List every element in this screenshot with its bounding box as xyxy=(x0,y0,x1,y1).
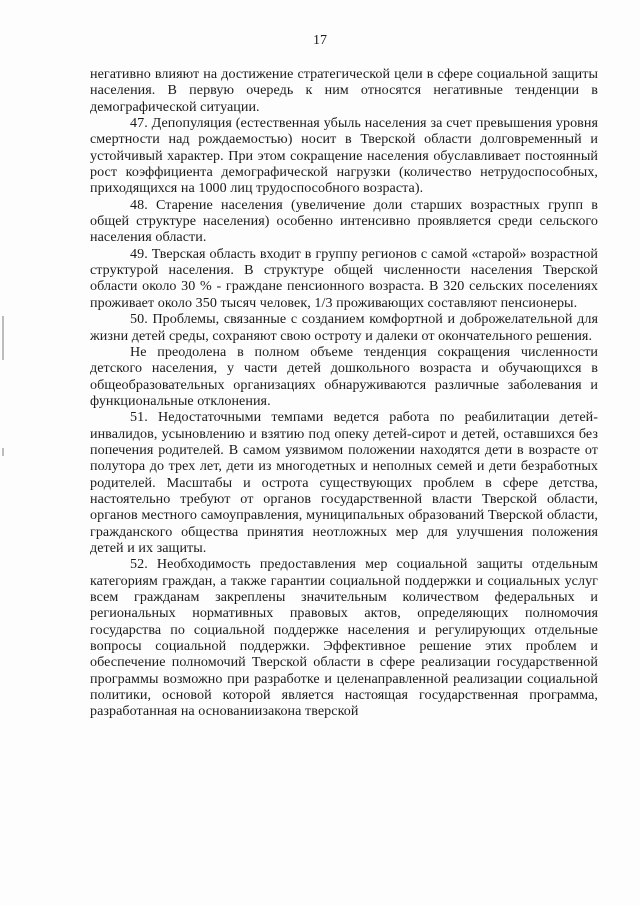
paragraph-50-continued: Не преодолена в полном объеме тенденция сокращения численности детского населения, у части детей дошкольного возраста и обучающихся в общеобразовательных организациях обнаруживаются различные заболевания и функциональные отклонения. xyxy=(90,343,598,409)
paragraph-49: 49. Тверская область входит в группу регионов с самой «старой» возрастной структурой населения. В структуре общей численности населения Тверской области около 30 % - граждане пенсионного возраста. В 320 сельских поселениях проживает около 350 тысяч человек, 1/3 проживающих составляют пенсионеры. xyxy=(90,245,598,311)
paragraph-50: 50. Проблемы, связанные с созданием комфортной и доброжелательной для жизни детей среды, сохраняют свою остроту и далеки от окончательного решения. xyxy=(90,311,598,344)
scan-edge-mark xyxy=(2,448,4,456)
paragraph-47: 47. Депопуляция (естественная убыль населения за счет превышения уровня смертности над рождаемостью) носит в Тверской области долговременный и устойчивый характер. При этом сокращение населения обуславливает постоянный рост коэффициента демографической нагрузки (количество нетрудоспособных, приходящихся на 1000 лиц трудоспособного возраста). xyxy=(90,115,598,197)
document-body xyxy=(90,66,598,720)
paragraph-51: 51. Недостаточными темпами ведется работа по реабилитации детей-инвалидов, усыновлению и взятию под опеку детей-сирот и детей, оставшихся без попечения родителей. В самом уязвимом положении находятся дети в возрасте от полутора до трех лет, дети из многодетных и неполных семей и дети безработных родителей. Масштабы и острота существующих проблем в сфере детства, настоятельно требуют от органов государственной власти Тверской области, органов местного самоуправления, муниципальных образований Тверской области, гражданского общества принятия неотложных мер для улучшения положения детей и их защиты. xyxy=(90,409,598,556)
paragraph-continuation: негативно влияют на достижение стратегической цели в сфере социальной защиты населения. В первую очередь к ним относятся негативные тенденции в демографической ситуации. xyxy=(90,66,598,115)
paragraph-52: 52. Необходимость предоставления мер социальной защиты отдельным категориям граждан, а также гарантии социальной поддержки и социальных услуг всем гражданам закреплены значительным количеством федеральных и региональных нормативных правовых актов, определяющих полномочия государства по социальной поддержке населения и регулирующих отдельные вопросы социальной поддержки. Эффективное решение этих проблем и обеспечение полномочий Тверской области в сфере реализации государственной программы возможно при разработке и целенаправленной реализации социальной политики, основой которой является настоящая государственная программа, разработанная на основаниизакона тверской xyxy=(90,556,598,720)
paragraph-48: 48. Старение населения (увеличение доли старших возрастных групп в общей структуре населения) особенно интенсивно проявляется среди сельского населения области. xyxy=(90,196,598,246)
page-number: 17 xyxy=(313,33,327,48)
scan-edge-mark xyxy=(2,316,4,360)
